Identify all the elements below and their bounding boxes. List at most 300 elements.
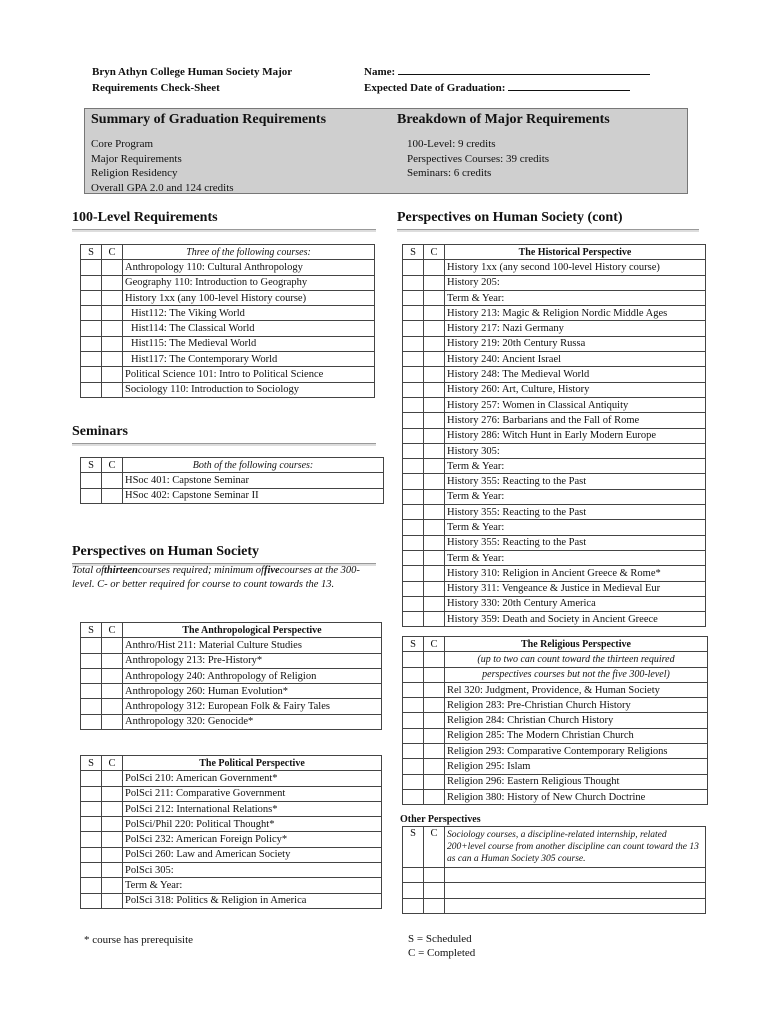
table-row [81, 336, 375, 351]
breakdown-title: Breakdown of Major Requirements [397, 112, 610, 127]
c-cell[interactable] [424, 505, 445, 520]
c-cell[interactable] [424, 367, 445, 382]
table-row [81, 801, 382, 816]
c-cell[interactable] [424, 728, 445, 743]
table-row [403, 443, 706, 458]
table-row [81, 771, 382, 786]
s-cell[interactable] [81, 699, 102, 714]
course-name: Anthropology 213: Pre-History* [123, 653, 382, 668]
c-cell[interactable] [424, 489, 445, 504]
table-row [403, 336, 706, 351]
s-cell[interactable] [81, 817, 102, 832]
s-cell[interactable] [81, 653, 102, 668]
table-row [403, 566, 706, 581]
s-cell[interactable] [403, 260, 424, 275]
s-cell[interactable] [403, 898, 424, 913]
college-title: Bryn Athyn College Human Society Major [92, 66, 293, 78]
table-row [403, 397, 706, 412]
breakdown-item: Seminars: 6 credits [407, 167, 492, 179]
s-cell[interactable] [81, 847, 102, 862]
c-cell[interactable] [102, 684, 123, 699]
c-cell[interactable] [102, 878, 123, 893]
s-cell[interactable] [403, 667, 424, 682]
course-name: Anthropology 320: Genocide* [123, 714, 382, 729]
c-cell[interactable] [102, 473, 123, 488]
s-cell[interactable] [403, 612, 424, 627]
s-cell[interactable] [81, 260, 102, 275]
c-cell[interactable] [424, 260, 445, 275]
course-name: Hist114: The Classical World [123, 321, 375, 336]
course-name: Anthropology 240: Anthropology of Religion [123, 668, 382, 683]
s-cell[interactable] [81, 382, 102, 397]
s-cell[interactable] [403, 728, 424, 743]
table-row [403, 474, 706, 489]
course-name: Sociology 110: Introduction to Sociology [123, 382, 375, 397]
c-cell[interactable] [424, 698, 445, 713]
checksheet-title: Requirements Check-Sheet [92, 82, 220, 94]
c-cell[interactable] [424, 682, 445, 697]
course-name: History 248: The Medieval World [445, 367, 706, 382]
other-description: Sociology courses, a discipline-related internship, related 200+level course from another discipline can count toward the 13 as can a Human Society 305 course. [445, 827, 706, 868]
c-cell[interactable] [102, 275, 123, 290]
course-cell[interactable] [445, 868, 706, 883]
s-cell[interactable] [403, 336, 424, 351]
course-name: History 330: 20th Century America [445, 596, 706, 611]
c-cell[interactable] [424, 789, 445, 804]
course-name: History 240: Ancient Israel [445, 352, 706, 367]
s-cell[interactable] [81, 473, 102, 488]
table-row [403, 520, 706, 535]
s-cell[interactable] [81, 352, 102, 367]
s-header: S [81, 623, 102, 638]
s-cell[interactable] [81, 684, 102, 699]
c-cell[interactable] [424, 520, 445, 535]
table-row [81, 382, 375, 397]
s-cell[interactable] [403, 367, 424, 382]
table-row [81, 786, 382, 801]
course-name: History 1xx (any second 100-level History course) [445, 260, 706, 275]
c-cell[interactable] [424, 652, 445, 667]
course-name: Religion 284: Christian Church History [445, 713, 708, 728]
table-row [81, 684, 382, 699]
desc-text: courses at the 300-level. C- or better required for course to count towards the 13. [72, 565, 360, 590]
c-cell[interactable] [102, 863, 123, 878]
course-name: Geography 110: Introduction to Geography [123, 275, 375, 290]
c-cell[interactable] [102, 786, 123, 801]
s-cell[interactable] [403, 443, 424, 458]
legend [408, 932, 475, 960]
s-cell[interactable] [403, 566, 424, 581]
legend-completed: C = Completed [408, 947, 476, 959]
course-name: Rel 320: Judgment, Providence, & Human Society [445, 682, 708, 697]
course-name: History 355: Reacting to the Past [445, 474, 706, 489]
desc-emphasis-five: five [263, 565, 280, 576]
c-header: C [424, 637, 445, 652]
table-row [403, 505, 706, 520]
c-cell[interactable] [424, 443, 445, 458]
c-cell[interactable] [424, 321, 445, 336]
table-row [81, 863, 382, 878]
s-cell[interactable] [403, 459, 424, 474]
s-cell[interactable] [81, 878, 102, 893]
s-cell[interactable] [403, 428, 424, 443]
course-name: History 276: Barbarians and the Fall of Rome [445, 413, 706, 428]
s-cell[interactable] [81, 306, 102, 321]
course-name: History 219: 20th Century Russa [445, 336, 706, 351]
c-cell[interactable] [424, 744, 445, 759]
s-cell[interactable] [403, 713, 424, 728]
table-row [81, 847, 382, 862]
table-row [403, 596, 706, 611]
course-cell[interactable] [445, 898, 706, 913]
section-perspectives-cont-title: Perspectives on Human Society (cont) [397, 210, 699, 230]
table-row [403, 759, 708, 774]
table-row [403, 774, 708, 789]
c-cell[interactable] [424, 883, 445, 898]
table-religious [402, 636, 708, 805]
table-subcaption: perspectives courses but not the five 300-level) [445, 667, 708, 682]
other-perspectives-title: Other Perspectives [400, 814, 481, 825]
table-caption: Three of the following courses: [123, 245, 375, 260]
c-cell[interactable] [424, 759, 445, 774]
course-name: Term & Year: [445, 489, 706, 504]
table-row [403, 581, 706, 596]
table-row [403, 744, 708, 759]
perspectives-description [72, 564, 372, 592]
s-header: S [81, 756, 102, 771]
c-cell[interactable] [424, 868, 445, 883]
s-cell[interactable] [403, 382, 424, 397]
s-cell[interactable] [403, 489, 424, 504]
s-cell[interactable] [403, 759, 424, 774]
c-cell[interactable] [424, 290, 445, 305]
c-header: C [102, 245, 123, 260]
course-name: PolSci/Phil 220: Political Thought* [123, 817, 382, 832]
table-row [403, 728, 708, 743]
c-cell[interactable] [424, 596, 445, 611]
course-name: History 286: Witch Hunt in Early Modern Europe [445, 428, 706, 443]
c-cell[interactable] [424, 275, 445, 290]
course-name: History 310: Religion in Ancient Greece & Rome* [445, 566, 706, 581]
course-name: History 305: [445, 443, 706, 458]
s-cell[interactable] [403, 352, 424, 367]
table-row [81, 321, 375, 336]
table-row [403, 713, 708, 728]
table-row [81, 699, 382, 714]
name-label: Name: [364, 66, 396, 78]
c-cell[interactable] [424, 306, 445, 321]
course-name: History 260: Art, Culture, History [445, 382, 706, 397]
s-cell[interactable] [403, 321, 424, 336]
table-other [402, 826, 706, 914]
table-row [81, 832, 382, 847]
c-cell[interactable] [424, 581, 445, 596]
course-name: PolSci 210: American Government* [123, 771, 382, 786]
course-name: History 311: Vengeance & Justice in Medieval Eur [445, 581, 706, 596]
table-historical [402, 244, 706, 627]
section-perspectives-title: Perspectives on Human Society [72, 544, 376, 564]
c-cell[interactable] [424, 474, 445, 489]
s-header: S [81, 245, 102, 260]
course-name: Anthropology 110: Cultural Anthropology [123, 260, 375, 275]
table-row [403, 682, 708, 697]
c-cell[interactable] [102, 488, 123, 503]
table-row [403, 698, 708, 713]
s-cell[interactable] [403, 474, 424, 489]
c-cell[interactable] [102, 352, 123, 367]
table-row [403, 382, 706, 397]
name-field[interactable] [398, 64, 650, 75]
summary-title: Summary of Graduation Requirements [91, 112, 327, 127]
c-header: C [102, 756, 123, 771]
course-name: Term & Year: [445, 459, 706, 474]
legend-scheduled: S = Scheduled [408, 933, 472, 945]
table-row [81, 488, 384, 503]
course-name: Hist117: The Contemporary World [123, 352, 375, 367]
s-cell[interactable] [403, 535, 424, 550]
s-cell[interactable] [81, 638, 102, 653]
course-name: Term & Year: [445, 520, 706, 535]
table-row [403, 789, 708, 804]
c-cell[interactable] [424, 352, 445, 367]
c-cell[interactable] [102, 801, 123, 816]
s-cell[interactable] [81, 832, 102, 847]
c-cell[interactable] [102, 290, 123, 305]
desc-text: Total of [72, 565, 105, 576]
table-row [403, 612, 706, 627]
c-cell[interactable] [102, 638, 123, 653]
table-row [81, 275, 375, 290]
summary-item: Overall GPA 2.0 and 124 credits [91, 181, 234, 194]
s-cell[interactable] [81, 290, 102, 305]
summary-box [84, 108, 688, 194]
course-name: Religion 295: Islam [445, 759, 708, 774]
c-cell[interactable] [102, 260, 123, 275]
s-cell[interactable] [403, 413, 424, 428]
course-name: History 213: Magic & Religion Nordic Middle Ages [445, 306, 706, 321]
c-cell[interactable] [424, 550, 445, 565]
summary-list [91, 137, 234, 195]
table-row [403, 367, 706, 382]
c-cell[interactable] [424, 566, 445, 581]
table-caption: Both of the following courses: [123, 458, 384, 473]
s-cell[interactable] [403, 596, 424, 611]
table-caption: The Religious Perspective [445, 637, 708, 652]
course-name: History 359: Death and Society in Ancient Greece [445, 612, 706, 627]
s-cell[interactable] [403, 698, 424, 713]
s-header: S [403, 827, 424, 868]
course-name: History 1xx (any 100-level History course) [123, 290, 375, 305]
table-caption: The Political Perspective [123, 756, 382, 771]
course-name: Anthropology 312: European Folk & Fairy Tales [123, 699, 382, 714]
table-row [403, 459, 706, 474]
c-cell[interactable] [102, 893, 123, 908]
s-cell[interactable] [403, 275, 424, 290]
s-cell[interactable] [81, 771, 102, 786]
s-cell[interactable] [403, 290, 424, 305]
c-cell[interactable] [102, 699, 123, 714]
table-row [403, 550, 706, 565]
breakdown-list [407, 137, 549, 181]
s-cell[interactable] [81, 321, 102, 336]
c-cell[interactable] [424, 397, 445, 412]
course-name: PolSci 211: Comparative Government [123, 786, 382, 801]
c-cell[interactable] [424, 336, 445, 351]
table-row [81, 668, 382, 683]
course-name: Term & Year: [123, 878, 382, 893]
table-row [81, 352, 375, 367]
table-row [81, 367, 375, 382]
table-row [403, 413, 706, 428]
c-cell[interactable] [424, 428, 445, 443]
table-row [81, 653, 382, 668]
summary-item: Core Program [91, 138, 154, 150]
course-name: Hist115: The Medieval World [123, 336, 375, 351]
table-anthropological [80, 622, 382, 730]
course-name: PolSci 318: Politics & Religion in America [123, 893, 382, 908]
table-row [81, 306, 375, 321]
summary-item: Major Requirements [91, 152, 182, 165]
course-name: Anthro/Hist 211: Material Culture Studies [123, 638, 382, 653]
s-cell[interactable] [81, 275, 102, 290]
header-right [364, 64, 664, 96]
s-cell[interactable] [403, 581, 424, 596]
summary-item: Religion Residency [91, 167, 178, 179]
course-name: PolSci 212: International Relations* [123, 801, 382, 816]
c-cell[interactable] [424, 612, 445, 627]
table-caption: The Anthropological Perspective [123, 623, 382, 638]
table-row [403, 290, 706, 305]
s-cell[interactable] [403, 682, 424, 697]
table-row [81, 638, 382, 653]
s-cell[interactable] [81, 488, 102, 503]
c-cell[interactable] [102, 771, 123, 786]
table-subcaption: (up to two can count toward the thirteen required [445, 652, 708, 667]
c-cell[interactable] [102, 832, 123, 847]
s-cell[interactable] [81, 863, 102, 878]
s-cell[interactable] [81, 367, 102, 382]
c-header: C [102, 623, 123, 638]
course-name: Religion 296: Eastern Religious Thought [445, 774, 708, 789]
c-cell[interactable] [424, 774, 445, 789]
s-cell[interactable] [403, 550, 424, 565]
s-cell[interactable] [81, 786, 102, 801]
c-cell[interactable] [102, 668, 123, 683]
c-cell[interactable] [102, 336, 123, 351]
course-name: History 217: Nazi Germany [445, 321, 706, 336]
s-cell[interactable] [403, 774, 424, 789]
s-cell[interactable] [403, 652, 424, 667]
s-header: S [403, 637, 424, 652]
c-cell[interactable] [102, 714, 123, 729]
table-100-level [80, 244, 375, 398]
course-name: Religion 283: Pre-Christian Church History [445, 698, 708, 713]
prerequisite-note: * course has prerequisite [84, 934, 194, 946]
table-political [80, 755, 382, 909]
c-cell[interactable] [424, 535, 445, 550]
breakdown-item: 100-Level: 9 credits [407, 138, 496, 150]
s-cell[interactable] [403, 505, 424, 520]
header-left [92, 64, 292, 96]
course-name: PolSci 260: Law and American Society [123, 847, 382, 862]
course-name: Term & Year: [445, 290, 706, 305]
course-name: History 205: [445, 275, 706, 290]
c-cell[interactable] [102, 847, 123, 862]
c-cell[interactable] [102, 653, 123, 668]
s-cell[interactable] [81, 668, 102, 683]
course-name: HSoc 402: Capstone Seminar II [123, 488, 384, 503]
course-name: History 355: Reacting to the Past [445, 535, 706, 550]
table-row [403, 306, 706, 321]
course-name: History 355: Reacting to the Past [445, 505, 706, 520]
course-name: History 257: Women in Classical Antiquity [445, 397, 706, 412]
table-row [81, 893, 382, 908]
s-cell[interactable] [403, 520, 424, 535]
s-cell[interactable] [403, 744, 424, 759]
s-cell[interactable] [403, 789, 424, 804]
table-row [81, 878, 382, 893]
c-cell[interactable] [424, 459, 445, 474]
s-cell[interactable] [403, 397, 424, 412]
table-row [403, 260, 706, 275]
s-cell[interactable] [81, 336, 102, 351]
c-cell[interactable] [424, 667, 445, 682]
s-cell[interactable] [403, 306, 424, 321]
c-header: C [424, 245, 445, 260]
s-cell[interactable] [403, 883, 424, 898]
c-cell[interactable] [102, 382, 123, 397]
course-name: Political Science 101: Intro to Political Science [123, 367, 375, 382]
course-name: Religion 380: History of New Church Doctrine [445, 789, 708, 804]
s-cell[interactable] [81, 714, 102, 729]
table-row [403, 275, 706, 290]
table-caption: The Historical Perspective [445, 245, 706, 260]
course-name: Religion 285: The Modern Christian Church [445, 728, 708, 743]
table-row [81, 817, 382, 832]
c-cell[interactable] [102, 367, 123, 382]
graduation-label: Expected Date of Graduation: [364, 82, 506, 94]
c-cell[interactable] [424, 382, 445, 397]
table-row [403, 535, 706, 550]
c-header: C [424, 827, 445, 868]
course-cell[interactable] [445, 883, 706, 898]
c-cell[interactable] [424, 713, 445, 728]
table-row [403, 321, 706, 336]
table-row [403, 352, 706, 367]
s-header: S [81, 458, 102, 473]
c-cell[interactable] [102, 321, 123, 336]
c-cell[interactable] [424, 413, 445, 428]
course-name: Anthropology 260: Human Evolution* [123, 684, 382, 699]
table-seminars [80, 457, 384, 504]
breakdown-item: Perspectives Courses: 39 credits [407, 152, 550, 165]
desc-emphasis-thirteen: thirteen [104, 565, 138, 576]
section-100-level-title: 100-Level Requirements [72, 210, 376, 230]
graduation-field[interactable] [508, 80, 630, 91]
s-cell[interactable] [81, 893, 102, 908]
c-cell[interactable] [102, 817, 123, 832]
course-name: HSoc 401: Capstone Seminar [123, 473, 384, 488]
c-header: C [102, 458, 123, 473]
s-header: S [403, 245, 424, 260]
c-cell[interactable] [424, 898, 445, 913]
c-cell[interactable] [102, 306, 123, 321]
course-name: PolSci 232: American Foreign Policy* [123, 832, 382, 847]
course-name: Term & Year: [445, 550, 706, 565]
s-cell[interactable] [81, 801, 102, 816]
s-cell[interactable] [403, 868, 424, 883]
course-name: Religion 293: Comparative Contemporary Religions [445, 744, 708, 759]
